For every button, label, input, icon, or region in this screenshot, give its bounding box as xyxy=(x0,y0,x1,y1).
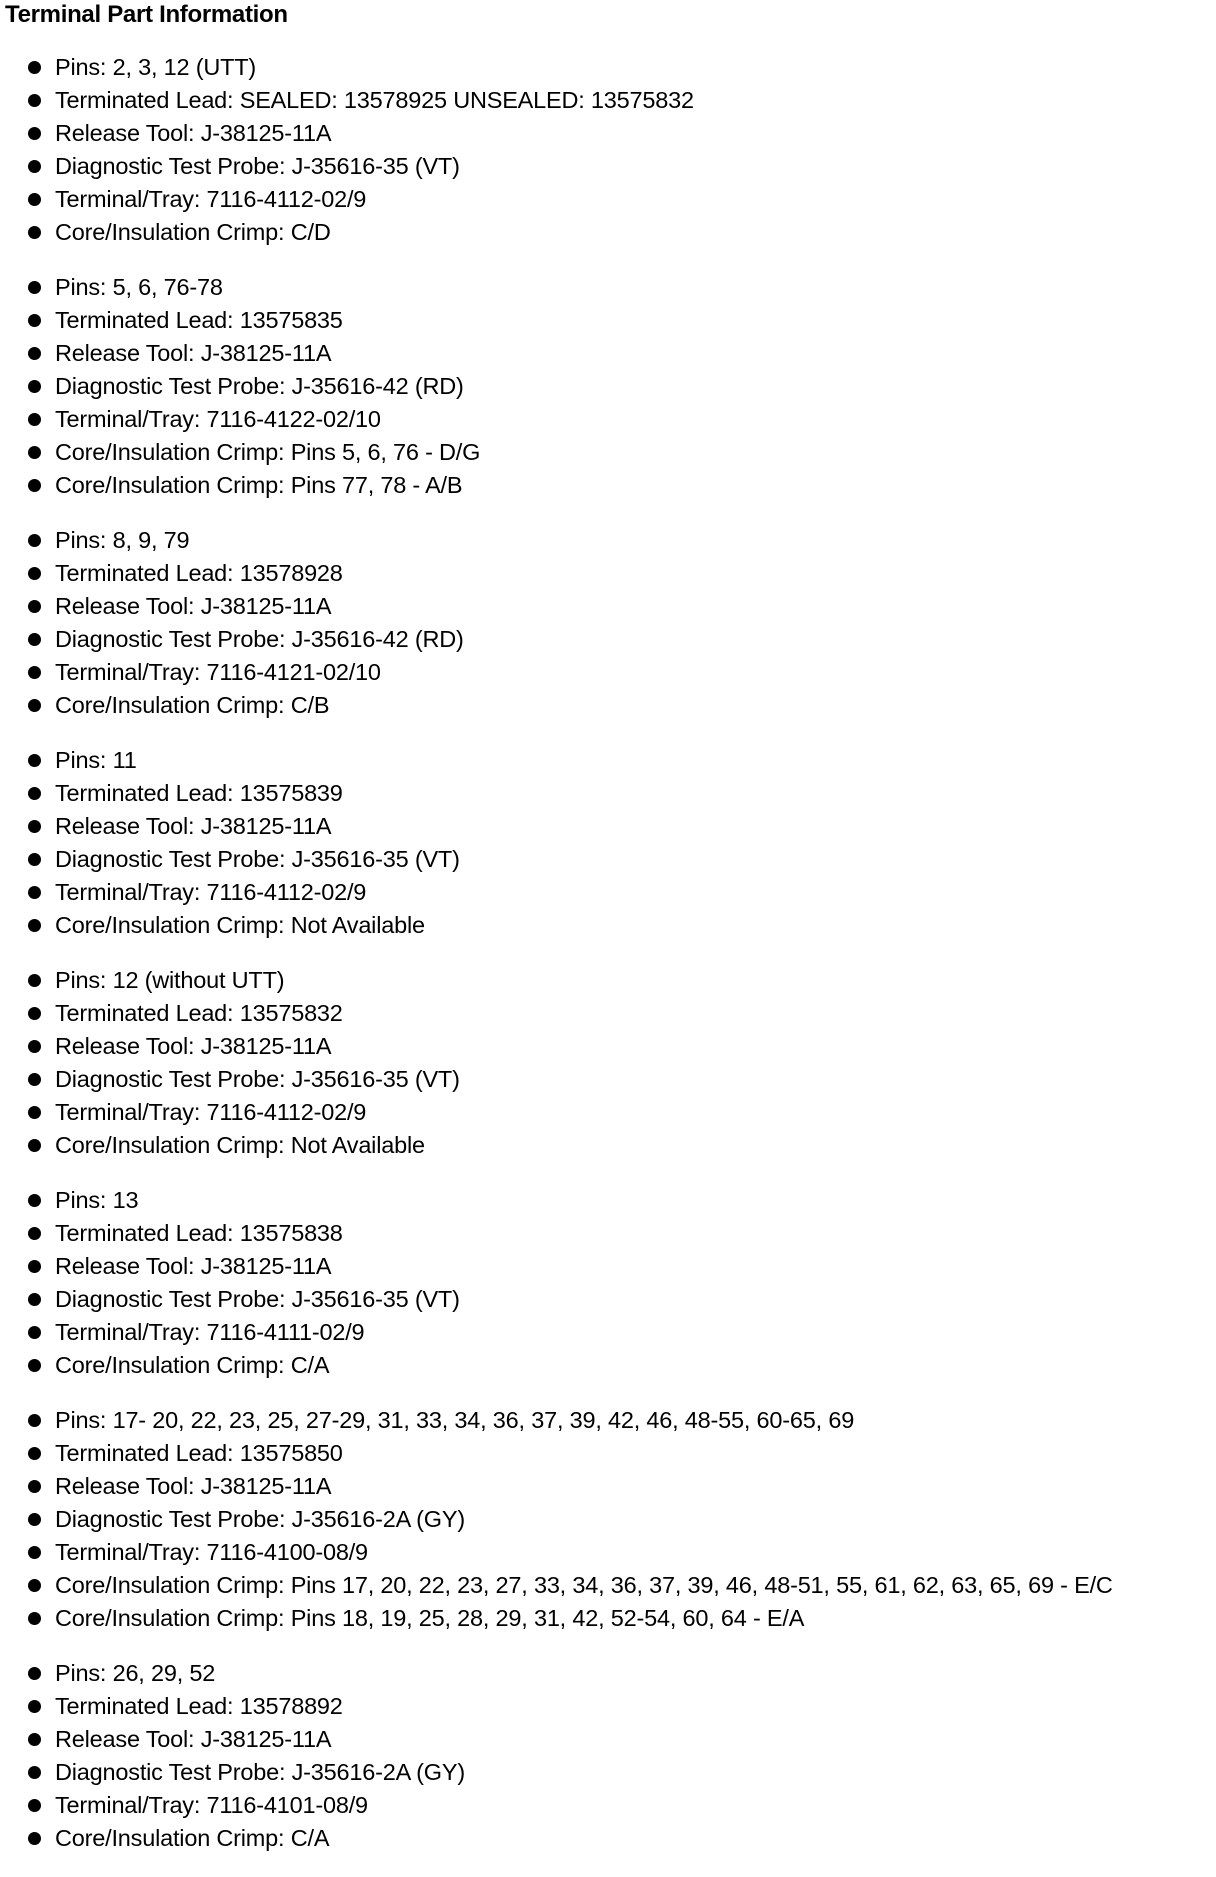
list-item xyxy=(0,656,1216,689)
list-item-text: Core/Insulation Crimp: C/A xyxy=(55,1825,330,1851)
terminal-group xyxy=(0,1404,1216,1635)
bullet-icon xyxy=(28,1667,41,1680)
bullet-icon xyxy=(28,226,41,239)
bullet-icon xyxy=(28,1766,41,1779)
list-item xyxy=(0,1569,1216,1602)
bullet-icon xyxy=(28,1040,41,1053)
list-item-text: Diagnostic Test Probe: J-35616-42 (RD) xyxy=(55,626,464,652)
list-item xyxy=(0,469,1216,502)
list-item-text: Release Tool: J-38125-11A xyxy=(55,340,332,366)
bullet-icon xyxy=(28,413,41,426)
bullet-icon xyxy=(28,281,41,294)
bullet-icon xyxy=(28,567,41,580)
bullet-icon xyxy=(28,446,41,459)
bullet-icon xyxy=(28,1359,41,1372)
bullet-icon xyxy=(28,534,41,547)
list-item xyxy=(0,876,1216,909)
list-item xyxy=(0,337,1216,370)
list-item xyxy=(0,1690,1216,1723)
bullet-icon xyxy=(28,1733,41,1746)
list-item xyxy=(0,777,1216,810)
bullet-icon xyxy=(28,61,41,74)
bullet-icon xyxy=(28,853,41,866)
bullet-icon xyxy=(28,754,41,767)
list-item xyxy=(0,183,1216,216)
list-item-text: Diagnostic Test Probe: J-35616-35 (VT) xyxy=(55,1066,460,1092)
list-item-text: Terminated Lead: 13578928 xyxy=(55,560,343,586)
list-item-text: Terminal/Tray: 7116-4101-08/9 xyxy=(55,1792,368,1818)
list-item xyxy=(0,744,1216,777)
list-item xyxy=(0,1217,1216,1250)
list-item-text: Diagnostic Test Probe: J-35616-35 (VT) xyxy=(55,1286,460,1312)
list-item-text: Release Tool: J-38125-11A xyxy=(55,1473,332,1499)
terminal-group xyxy=(0,271,1216,502)
list-item xyxy=(0,84,1216,117)
list-item xyxy=(0,403,1216,436)
list-item xyxy=(0,1404,1216,1437)
bullet-icon xyxy=(28,666,41,679)
list-item-text: Terminated Lead: 13575850 xyxy=(55,1440,343,1466)
terminal-group xyxy=(0,964,1216,1162)
bullet-icon xyxy=(28,94,41,107)
list-item-text: Terminal/Tray: 7116-4100-08/9 xyxy=(55,1539,368,1565)
terminal-groups xyxy=(0,51,1216,1877)
list-item-text: Core/Insulation Crimp: Pins 17, 20, 22, 23, 27, 33, 34, 36, 37, 39, 46, 48-51, 55, 61, 62, 63, 65, 69 - E/C xyxy=(55,1572,1113,1598)
list-item-text: Pins: 26, 29, 52 xyxy=(55,1660,216,1686)
list-item-text: Diagnostic Test Probe: J-35616-42 (RD) xyxy=(55,373,464,399)
list-item-text: Diagnostic Test Probe: J-35616-2A (GY) xyxy=(55,1506,465,1532)
list-item-text: Terminated Lead: 13575839 xyxy=(55,780,343,806)
list-item-text: Terminal/Tray: 7116-4112-02/9 xyxy=(55,1099,367,1125)
list-item xyxy=(0,1437,1216,1470)
bullet-icon xyxy=(28,1546,41,1559)
list-item xyxy=(0,623,1216,656)
list-item xyxy=(0,590,1216,623)
list-item xyxy=(0,216,1216,249)
bullet-icon xyxy=(28,1799,41,1812)
list-item xyxy=(0,964,1216,997)
list-item xyxy=(0,1822,1216,1855)
list-item-text: Core/Insulation Crimp: Not Available xyxy=(55,1132,425,1158)
list-item-text: Core/Insulation Crimp: C/D xyxy=(55,219,331,245)
list-item xyxy=(0,1723,1216,1756)
list-item xyxy=(0,1756,1216,1789)
list-item-text: Pins: 13 xyxy=(55,1187,139,1213)
list-item-text: Release Tool: J-38125-11A xyxy=(55,1033,332,1059)
list-item xyxy=(0,1316,1216,1349)
terminal-group xyxy=(0,1657,1216,1855)
list-item xyxy=(0,689,1216,722)
list-item-text: Terminated Lead: SEALED: 13578925 UNSEALED: 13575832 xyxy=(55,87,694,113)
bullet-icon xyxy=(28,1073,41,1086)
list-item xyxy=(0,997,1216,1030)
list-item-text: Terminated Lead: 13575835 xyxy=(55,307,343,333)
list-item xyxy=(0,557,1216,590)
bullet-icon xyxy=(28,1260,41,1273)
list-item xyxy=(0,150,1216,183)
list-item-text: Release Tool: J-38125-11A xyxy=(55,1253,332,1279)
list-item xyxy=(0,909,1216,942)
list-item-text: Pins: 12 (without UTT) xyxy=(55,967,285,993)
bullet-icon xyxy=(28,160,41,173)
list-item-text: Core/Insulation Crimp: Not Available xyxy=(55,912,425,938)
list-item xyxy=(0,1470,1216,1503)
terminal-group xyxy=(0,744,1216,942)
list-item-text: Pins: 8, 9, 79 xyxy=(55,527,190,553)
bullet-icon xyxy=(28,479,41,492)
bullet-icon xyxy=(28,193,41,206)
bullet-icon xyxy=(28,1513,41,1526)
list-item-text: Diagnostic Test Probe: J-35616-35 (VT) xyxy=(55,153,460,179)
bullet-icon xyxy=(28,886,41,899)
list-item-text: Terminal/Tray: 7116-4112-02/9 xyxy=(55,879,367,905)
list-item-text: Release Tool: J-38125-11A xyxy=(55,593,332,619)
list-item xyxy=(0,51,1216,84)
list-item-text: Pins: 2, 3, 12 (UTT) xyxy=(55,54,257,80)
page-title: Terminal Part Information xyxy=(5,1,288,28)
list-item xyxy=(0,436,1216,469)
list-item xyxy=(0,1536,1216,1569)
list-item xyxy=(0,1602,1216,1635)
bullet-icon xyxy=(28,1106,41,1119)
bullet-icon xyxy=(28,347,41,360)
bullet-icon xyxy=(28,787,41,800)
list-item-text: Release Tool: J-38125-11A xyxy=(55,120,332,146)
list-item xyxy=(0,1503,1216,1536)
bullet-icon xyxy=(28,1447,41,1460)
list-item xyxy=(0,1063,1216,1096)
list-item xyxy=(0,843,1216,876)
list-item xyxy=(0,370,1216,403)
list-item-text: Diagnostic Test Probe: J-35616-35 (VT) xyxy=(55,846,460,872)
bullet-icon xyxy=(28,1414,41,1427)
list-item-text: Pins: 11 xyxy=(55,747,137,773)
list-item-text: Terminal/Tray: 7116-4121-02/10 xyxy=(55,659,381,685)
list-item-text: Terminated Lead: 13575838 xyxy=(55,1220,343,1246)
terminal-group xyxy=(0,51,1216,249)
list-item xyxy=(0,1349,1216,1382)
bullet-icon xyxy=(28,1293,41,1306)
list-item-text: Terminal/Tray: 7116-4122-02/10 xyxy=(55,406,381,432)
list-item xyxy=(0,1184,1216,1217)
bullet-icon xyxy=(28,380,41,393)
bullet-icon xyxy=(28,919,41,932)
list-item xyxy=(0,1096,1216,1129)
bullet-icon xyxy=(28,1579,41,1592)
bullet-icon xyxy=(28,820,41,833)
list-item-text: Core/Insulation Crimp: C/A xyxy=(55,1352,330,1378)
list-item xyxy=(0,1250,1216,1283)
list-item xyxy=(0,1030,1216,1063)
list-item xyxy=(0,304,1216,337)
bullet-icon xyxy=(28,1612,41,1625)
list-item-text: Terminated Lead: 13578892 xyxy=(55,1693,343,1719)
list-item-text: Core/Insulation Crimp: Pins 5, 6, 76 - D/G xyxy=(55,439,481,465)
terminal-group xyxy=(0,524,1216,722)
list-item xyxy=(0,810,1216,843)
list-item xyxy=(0,1789,1216,1822)
bullet-icon xyxy=(28,1194,41,1207)
bullet-icon xyxy=(28,1139,41,1152)
list-item-text: Pins: 5, 6, 76-78 xyxy=(55,274,223,300)
list-item-text: Core/Insulation Crimp: C/B xyxy=(55,692,330,718)
bullet-icon xyxy=(28,314,41,327)
bullet-icon xyxy=(28,1480,41,1493)
list-item xyxy=(0,1657,1216,1690)
bullet-icon xyxy=(28,600,41,613)
bullet-icon xyxy=(28,127,41,140)
bullet-icon xyxy=(28,633,41,646)
list-item xyxy=(0,117,1216,150)
list-item xyxy=(0,271,1216,304)
bullet-icon xyxy=(28,699,41,712)
list-item-text: Pins: 17- 20, 22, 23, 25, 27-29, 31, 33, 34, 36, 37, 39, 42, 46, 48-55, 60-65, 69 xyxy=(55,1407,855,1433)
bullet-icon xyxy=(28,1326,41,1339)
terminal-group xyxy=(0,1184,1216,1382)
list-item-text: Release Tool: J-38125-11A xyxy=(55,1726,332,1752)
list-item xyxy=(0,524,1216,557)
bullet-icon xyxy=(28,1007,41,1020)
list-item xyxy=(0,1283,1216,1316)
list-item xyxy=(0,1129,1216,1162)
bullet-icon xyxy=(28,974,41,987)
bullet-icon xyxy=(28,1700,41,1713)
list-item-text: Terminal/Tray: 7116-4111-02/9 xyxy=(55,1319,365,1345)
list-item-text: Terminal/Tray: 7116-4112-02/9 xyxy=(55,186,367,212)
list-item-text: Core/Insulation Crimp: Pins 77, 78 - A/B xyxy=(55,472,463,498)
list-item-text: Terminated Lead: 13575832 xyxy=(55,1000,343,1026)
bullet-icon xyxy=(28,1832,41,1845)
list-item-text: Diagnostic Test Probe: J-35616-2A (GY) xyxy=(55,1759,465,1785)
bullet-icon xyxy=(28,1227,41,1240)
list-item-text: Core/Insulation Crimp: Pins 18, 19, 25, 28, 29, 31, 42, 52-54, 60, 64 - E/A xyxy=(55,1605,805,1631)
list-item-text: Release Tool: J-38125-11A xyxy=(55,813,332,839)
